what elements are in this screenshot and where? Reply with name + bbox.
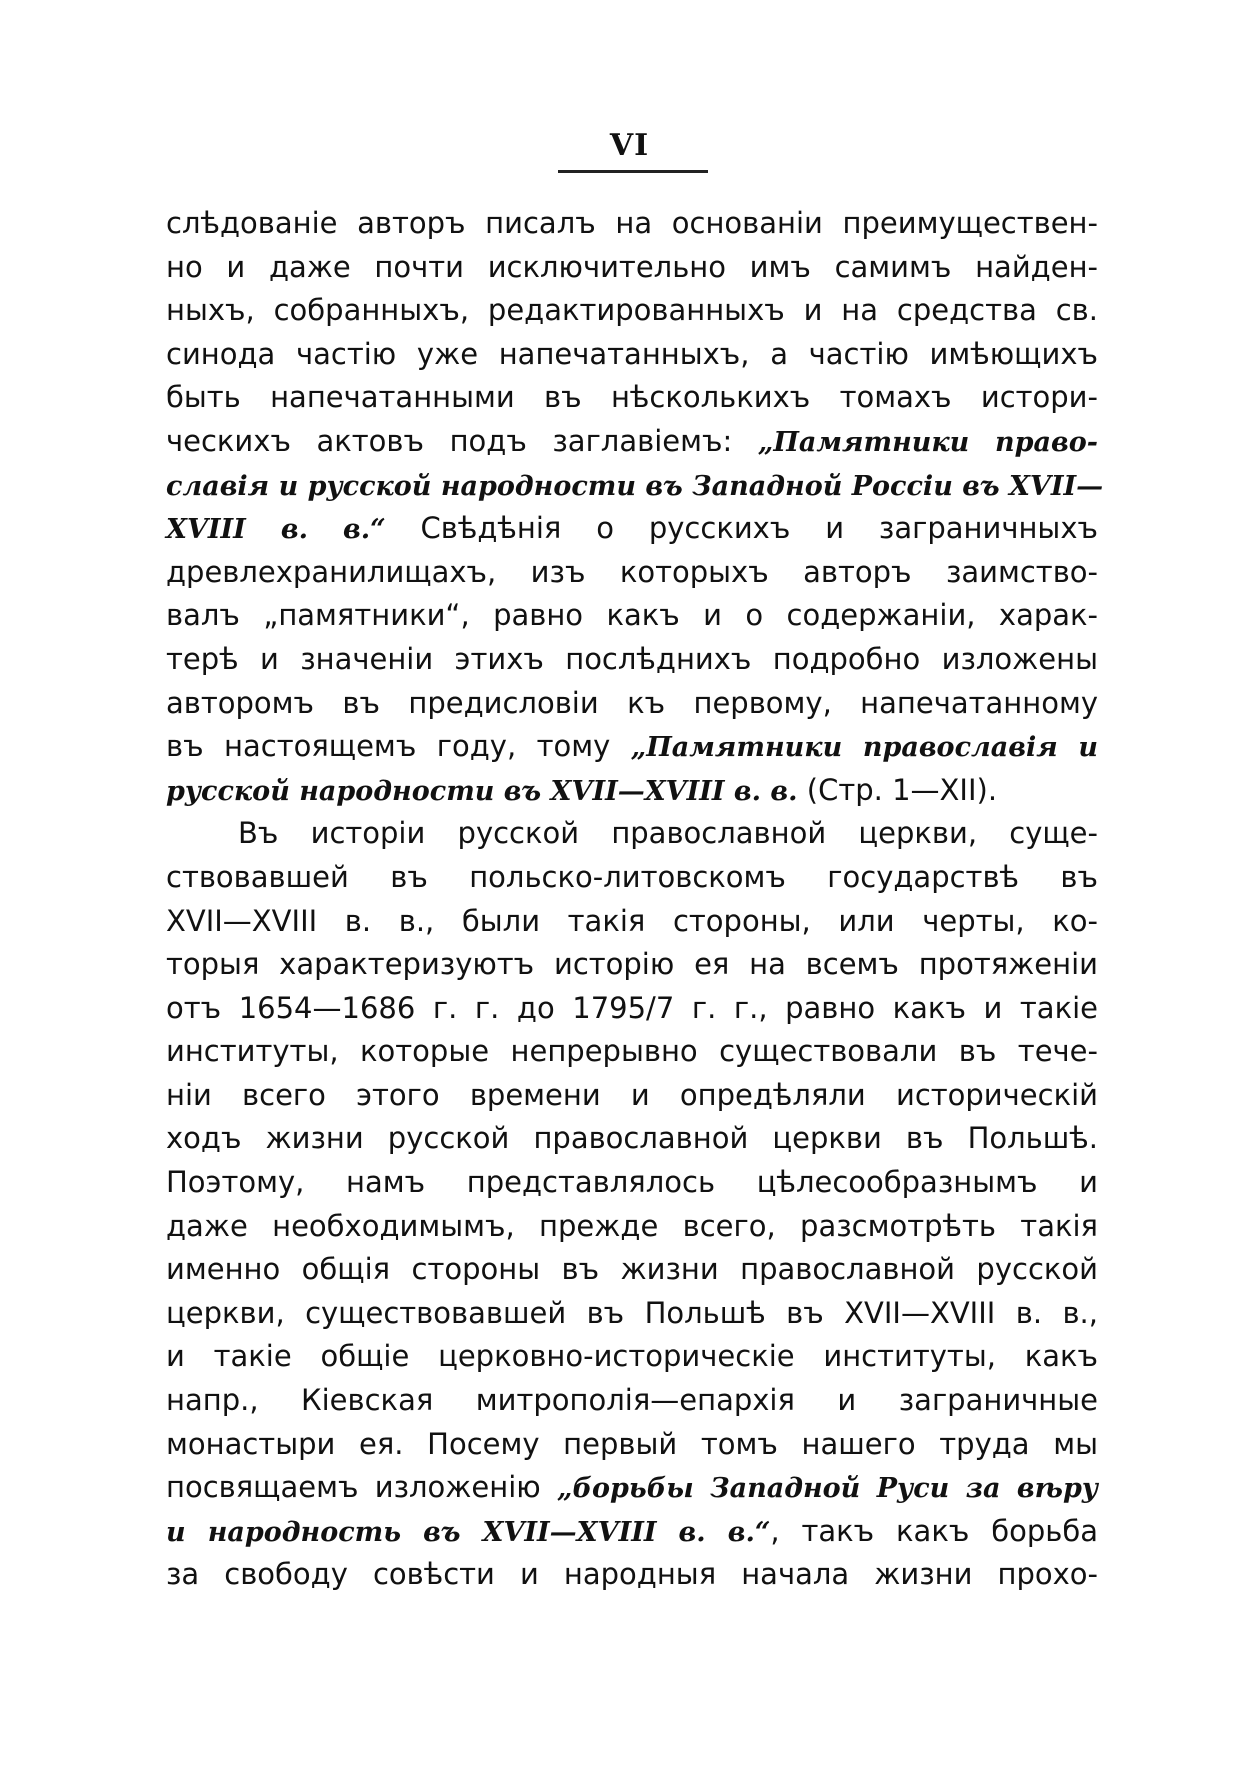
text-line (166, 289, 1098, 333)
line-text: и такіе общіе церковно-историческіе институты, какъ (166, 1339, 1098, 1374)
line-text: именно общія стороны въ жизни православной русской (166, 1252, 1098, 1287)
line-text: ныхъ, собранныхъ, редактированныхъ и на средства св. (166, 293, 1098, 328)
text-line (166, 943, 1098, 987)
line-text: монастыри ея. Посему первый томъ нашего труда мы (166, 1426, 1098, 1461)
text-line (166, 638, 1098, 682)
line-text: но и даже почти исключительно имъ самимъ найден- (166, 249, 1098, 284)
text-line (166, 725, 1098, 769)
line-text: валъ „памятники“, равно какъ и о содержаніи, харак- (166, 598, 1098, 633)
text-line (166, 246, 1098, 290)
text-line (166, 1205, 1098, 1249)
line-text: терѣ и значеніи этихъ послѣднихъ подробно изложены (166, 641, 1098, 676)
header-rule (558, 170, 708, 173)
line-text: Свѣдѣнія о русскихъ и заграничныхъ (385, 511, 1098, 546)
text-line (166, 376, 1098, 420)
line-text: напр., Кіевская митрополія—епархія и заграничные (166, 1383, 1098, 1418)
paragraph-2 (166, 812, 1098, 1597)
text-line (166, 1074, 1098, 1118)
line-text: авторомъ въ предисловіи къ первому, напечатанному (166, 685, 1098, 720)
text-line (166, 1335, 1098, 1379)
line-text: слѣдованіе авторъ писалъ на основаніи преимуществен- (166, 206, 1098, 240)
text-line (166, 682, 1098, 726)
italic-title-text: русской народности въ XVII—XVIII в. в. (166, 775, 798, 807)
page-number: VI (609, 128, 650, 163)
line-text: институты, которые непрерывно существовали въ тече- (166, 1034, 1098, 1069)
text-line (166, 551, 1098, 595)
line-text: , такъ какъ борьба (770, 1513, 1098, 1548)
italic-title-text: „Памятники православія и (630, 732, 1098, 764)
paragraph-1 (166, 202, 1104, 812)
line-text: церкви, существовавшей въ Польшѣ въ XVII—XVIII в. в., (166, 1295, 1098, 1330)
italic-title-text: и народность въ XVII—XVIII в. в.“ (166, 1516, 771, 1548)
line-text: отъ 1654—1686 г. г. до 1795/7 г. г., равно какъ и такіе (166, 990, 1098, 1025)
line-text: въ настоящемъ году, тому (166, 729, 631, 764)
text-line (166, 1510, 1098, 1554)
line-text: Въ исторіи русской православной церкви, суще- (238, 816, 1098, 851)
text-line (166, 333, 1098, 377)
line-text: XVII—XVIII в. в., были такія стороны, или черты, ко- (166, 903, 1098, 938)
text-body (166, 202, 1104, 1597)
italic-title-text: славія и русской народности въ Западной Россіи въ XVII— (166, 470, 1104, 502)
line-text: торыя характеризуютъ исторію ея на всемъ протяженіи (166, 947, 1098, 982)
text-line (166, 464, 1104, 508)
text-line (166, 420, 1098, 464)
text-line (166, 1466, 1098, 1510)
line-text: древлехранилищахъ, изъ которыхъ авторъ заимство- (166, 554, 1098, 589)
text-line (166, 1553, 1098, 1597)
text-line (166, 1030, 1098, 1074)
text-line (166, 594, 1098, 638)
text-line (166, 856, 1098, 900)
italic-title-text: XVIII в. в.“ (166, 514, 386, 546)
text-line (166, 202, 1098, 246)
line-text: Поэтому, намъ представлялось цѣлесообразнымъ и (166, 1165, 1098, 1200)
text-line (166, 900, 1098, 944)
line-text: посвящаемъ изложенію (166, 1470, 557, 1505)
line-text: даже необходимымъ, прежде всего, разсмотрѣть такія (166, 1208, 1098, 1243)
text-line (166, 1161, 1098, 1205)
line-text: быть напечатанными въ нѣсколькихъ томахъ истори- (166, 380, 1098, 415)
line-text: синода частію уже напечатанныхъ, а частію имѣющихъ (166, 336, 1098, 371)
text-line (166, 1117, 1098, 1161)
line-text: ходъ жизни русской православной церкви въ Польшѣ. (166, 1121, 1098, 1156)
text-line (166, 1248, 1098, 1292)
line-text: (Стр. 1—XII). (797, 772, 998, 807)
italic-title-text: „Памятники право- (757, 426, 1098, 458)
text-line (166, 769, 1098, 813)
text-line (166, 1423, 1098, 1467)
italic-title-text: „борьбы Западной Руси за вѣру (556, 1473, 1099, 1505)
text-line (166, 507, 1098, 551)
line-text: ніи всего этого времени и опредѣляли историческій (166, 1077, 1098, 1112)
line-text: за свободу совѣсти и народныя начала жизни прохо- (166, 1557, 1098, 1592)
text-line (166, 1292, 1098, 1336)
text-line (166, 812, 1098, 856)
line-text: ствовавшей въ польско-литовскомъ государствѣ въ (166, 859, 1098, 894)
line-text: ческихъ актовъ подъ заглавіемъ: (166, 423, 758, 458)
text-line (166, 1379, 1098, 1423)
text-line (166, 987, 1098, 1031)
